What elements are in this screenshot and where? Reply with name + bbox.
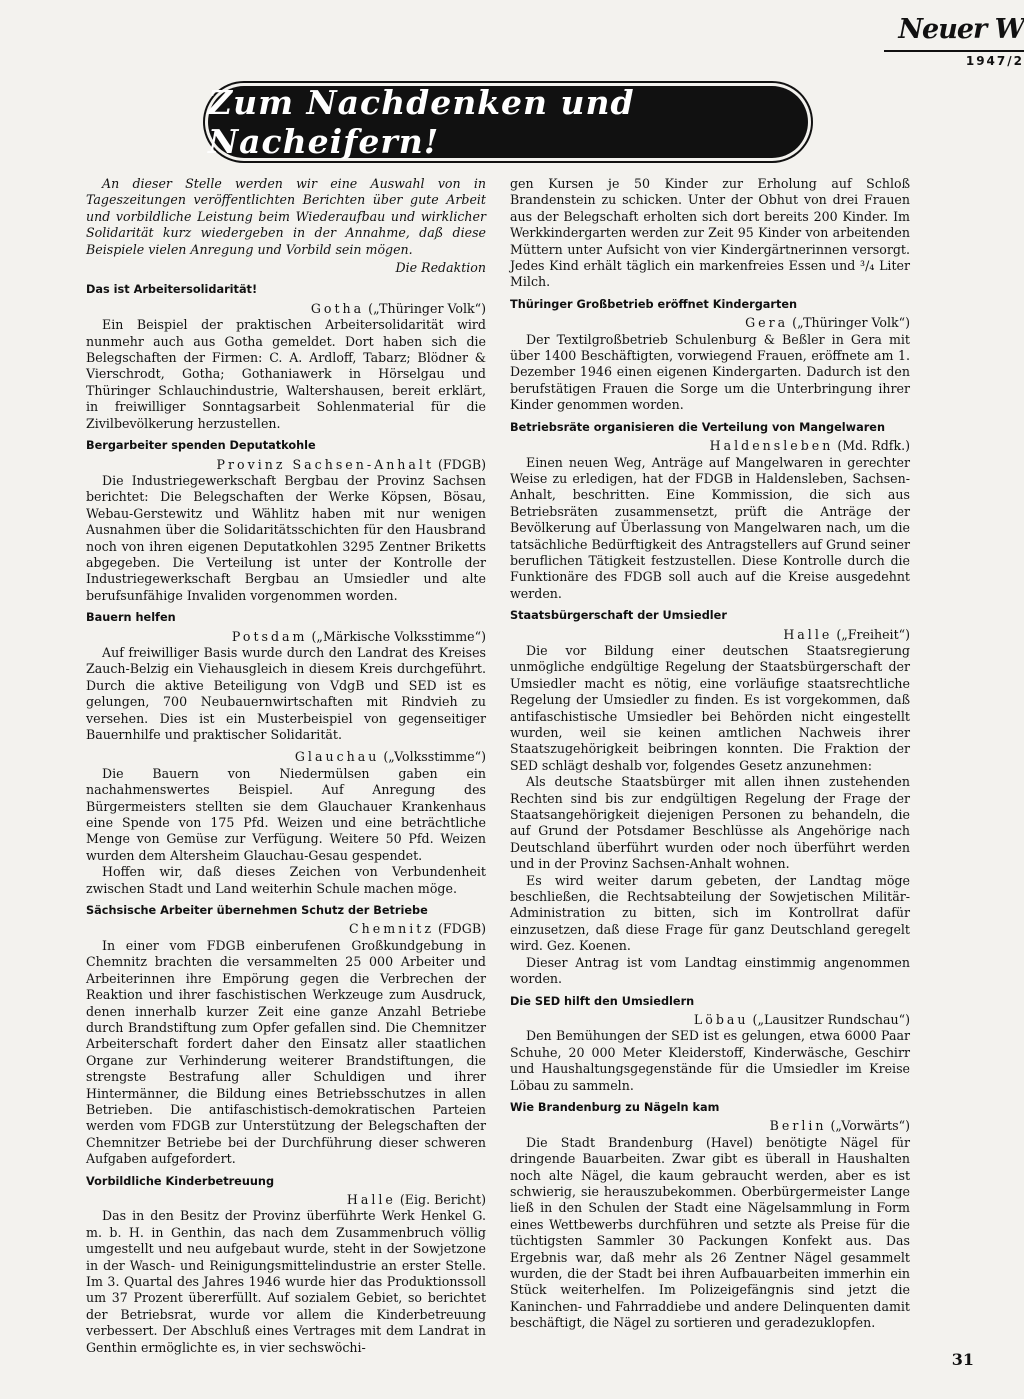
- source-outlet: („Lausitzer Rundschau“): [748, 1011, 910, 1027]
- article-paragraph: Dieser Antrag ist vom Landtag einstimmig angenommen worden.: [510, 954, 910, 987]
- article-headline: Wie Brandenburg zu Nägeln kam: [510, 1100, 720, 1114]
- article-source: [86, 921, 486, 937]
- article-source: [86, 749, 486, 765]
- page-number: 31: [951, 1350, 974, 1369]
- article-source: [86, 301, 486, 317]
- article-source: [86, 1192, 486, 1208]
- issue-number: 1947/2: [965, 54, 1024, 68]
- intro-text: An dieser Stelle werden wir eine Auswahl von in Tageszeitungen veröffentlichten Berichten über gute Arbeit und vorbildliche Leistung beim Wiederaufbau und wirklicher Solidarität kurz wiedergeben in der Annahme, daß diese Beispiele vielen Anregung und Vorbild sein mögen.: [86, 176, 486, 257]
- source-city: Gera: [745, 315, 789, 331]
- source-city: Glauchau: [294, 749, 380, 765]
- source-outlet: („Volksstimme“): [379, 749, 486, 765]
- article-headline: Betriebsräte organisieren die Verteilung von Mangelwaren: [510, 420, 885, 434]
- article: [510, 608, 910, 987]
- article-headline: Vorbildliche Kinderbetreuung: [86, 1174, 275, 1188]
- article: [86, 1174, 486, 1356]
- left-articles: [86, 282, 486, 1356]
- article: [86, 903, 486, 1168]
- source-city: Halle: [346, 1191, 396, 1207]
- intro-signature: Die Redaktion: [395, 260, 486, 276]
- article-paragraph: Die Stadt Brandenburg (Havel) benötigte Nägel für dringende Bauarbeiten. Zwar gibt es überall in Haushalten noch alte Nägel, die kaum gebraucht werden, aber es ist schwierig, sie herauszubekommen. Oberbürgermeister Lange ließ in den Schulen der Stadt eine Nägelsammlung in Form eines Wettbewerbs durchführen und setzte als Preise für die tüchtigsten Sammler 30 Packungen Konfekt aus. Das Ergebnis war, daß mehr als 26 Zentner Nägel gesammelt wurden, die der Stadt bei ihren Aufbauarbeiten immerhin ein Stück weiterhelfen. Im Polizeigefängnis sind jetzt die Kaninchen- und Fahrraddiebe und andere Delinquenten damit beschäftigt, die Nägel zu sortieren und geradezuklopfen.: [510, 1134, 910, 1331]
- article-headline: Sächsische Arbeiter übernehmen Schutz der Betriebe: [86, 904, 428, 918]
- source-outlet: („Thüringer Volk“): [788, 315, 910, 331]
- article: [510, 1100, 910, 1332]
- article: [510, 994, 910, 1094]
- banner-title: Zum Nachdenken und Nacheifern!: [208, 83, 635, 161]
- article-headline: Thüringer Großbetrieb eröffnet Kindergarten: [510, 297, 798, 311]
- article: [86, 282, 486, 432]
- article-source: [510, 1012, 910, 1028]
- article-paragraph: Das in den Besitz der Provinz überführte Werk Henkel G. m. b. H. in Genthin, das nach dem Zusammenbruch völlig umgestellt und neu aufgebaut wurde, steht in der Sowjetzone in der Wasch- und Reinigungsmittelindustrie an erster Stelle. Im 3. Quartal des Jahres 1946 wurde hier das Produktionssoll um 37 Prozent übererfüllt. Auf sozialem Gebiet, so berichtet der Betriebsrat, wurde vor allem die Kinderbetreuung verbessert. Der Abschluß eines Vertrages mit dem Landrat in Genthin ermöglichte es, in vier sechswöchi-: [86, 1208, 486, 1355]
- right-articles: [510, 176, 910, 1332]
- source-city: Halle: [783, 626, 833, 642]
- article-paragraph: Es wird weiter darum gebeten, der Landtag möge beschließen, die Rechtsabteilung der Sowjetischen Militär-Administration zu bitten, sich im Kontrollrat dafür einzusetzen, daß diese Frage für ganz Deutschland geregelt wird. Gez. Koenen.: [510, 872, 910, 954]
- source-city: Berlin: [769, 1118, 827, 1134]
- article-paragraph: Einen neuen Weg, Anträge auf Mangelwaren in gerechter Weise zu erledigen, hat der FDGB in Haldensleben, Sachsen-Anhalt, beschritten. Eine Kommission, die sich aus Betriebsräten zusammensetzt, prüft die Anträge der Bevölkerung auf Überlassung von Mangelwaren nach, um die tatsächliche Bedürftigkeit des Antragstellers auf Grund seiner beruflichen Tätigkeit festzustellen. Diese Kontrolle durch die Funktionäre des FDGB soll auch auf die Kreise ausgedehnt werden.: [510, 454, 910, 601]
- source-outlet: („Thüringer Volk“): [364, 300, 486, 316]
- source-city: Löbau: [693, 1011, 749, 1027]
- source-outlet: (FDGB): [434, 456, 486, 472]
- article-paragraph: Der Textilgroßbetrieb Schulenburg & Beßler in Gera mit über 1400 Beschäftigten, vorwiegend Frauen, eröffnete am 1. Dezember 1946 einen eigenen Kindergarten. Dadurch ist den berufstätigen Frauen die Sorge um die Unterbringung ihrer Kinder genommen worden.: [510, 331, 910, 413]
- right-column: [510, 176, 910, 1338]
- article: [510, 297, 910, 414]
- section-banner: [208, 83, 808, 161]
- source-outlet: (FDGB): [434, 921, 486, 937]
- article-source: [510, 627, 910, 643]
- article: [510, 176, 910, 291]
- article-source: [510, 438, 910, 454]
- article-headline: Bergarbeiter spenden Deputatkohle: [86, 439, 316, 453]
- source-city: Potsdam: [231, 628, 308, 644]
- article-paragraph: Die vor Bildung einer deutschen Staatsregierung unmögliche endgültige Regelung der Staatsbürgerschaft der Umsiedler macht es nötig, eine vorläufige staatsrechtliche Regelung der Umsiedler zu finden. Es ist vorgekommen, daß antifaschistische Umsiedler bei Behörden nicht eingestellt wurden, weil sie keinen amtlichen Nachweis ihrer Staatszugehörigkeit beibringen konnten. Die Fraktion der SED schlägt deshalb vor, folgendes Gesetz anzunehmen:: [510, 642, 910, 773]
- article-source: [510, 1118, 910, 1134]
- article-source: [510, 315, 910, 331]
- article-paragraph: Den Bemühungen der SED ist es gelungen, etwa 6000 Paar Schuhe, 20 000 Meter Kleiderstoff, Kinderwäsche, Geschirr und Haushaltungsgegenstände für die Umsiedler im Kreise Löbau zu sammeln.: [510, 1028, 910, 1093]
- source-outlet: („Märkische Volksstimme“): [307, 628, 486, 644]
- article-paragraph: Die Industriegewerkschaft Bergbau der Provinz Sachsen berichtet: Die Belegschaften der Werke Köpsen, Bösau, Webau-Gerstewitz und Wählitz haben mit nur wenigen Ausnahmen über die Solidaritätsschichten für den Hausbrand noch von ihren eigenen Deputatkohlen 3295 Zentner Briketts abgegeben. Die Verteilung ist unter der Kontrolle der Industriegewerkschaft Bergbau an Umsiedler und alte berufsunfähige Invaliden vorgenommen worden.: [86, 472, 486, 603]
- article-headline: Staatsbürgerschaft der Umsiedler: [510, 609, 727, 623]
- source-outlet: („Freiheit“): [832, 626, 910, 642]
- article: [86, 438, 486, 604]
- source-city: Haldensleben: [709, 438, 834, 454]
- masthead-rule: [884, 50, 1024, 52]
- article: [86, 610, 486, 743]
- article-paragraph: In einer vom FDGB einberufenen Großkundgebung in Chemnitz brachten die versammelten 25 000 Arbeiter und Arbeiterinnen ihre Empörung gegen die Verbrechen der Reaktion und ihrer faschistischen Werkzeuge zum Ausdruck, denen innerhalb kurzer Zeit eine ganze Anzahl Betriebe durch Brandstiftung zum Opfer gefallen sind. Die Chemnitzer Arbeiterschaft fordert daher den Einsatz aller staatlichen Organe zur Verhinderung weiterer Brandstiftungen, die strengste Bestrafung aller Schuldigen und ihrer Hintermänner, die Bildung eines Betriebsschutzes in allen Betrieben. Die antifaschistisch-demokratischen Parteien werden vom FDGB zur Unterstützung der Belegschaften der Chemnitzer Betriebe bei der Durchführung dieser schweren Aufgaben aufgefordert.: [86, 937, 486, 1167]
- article-paragraph: Die Bauern von Niedermülsen gaben ein nachahmenswertes Beispiel. Auf Anregung des Bürgermeisters stellten sie dem Glauchauer Krankenhaus eine Spende von 175 Pfd. Weizen und eine beträchtliche Menge von Gemüse zur Verfügung. Weitere 50 Pfd. Weizen wurden dem Altersheim Glauchau-Gesau gespendet.: [86, 765, 486, 863]
- left-column: [86, 176, 486, 1362]
- article-source: [86, 457, 486, 473]
- article-headline: Bauern helfen: [86, 611, 176, 625]
- source-city: Provinz Sachsen-Anhalt: [216, 456, 435, 472]
- article: [510, 420, 910, 602]
- source-outlet: (Eig. Bericht): [395, 1191, 486, 1207]
- article-headline: Die SED hilft den Umsiedlern: [510, 994, 695, 1008]
- source-outlet: („Vorwärts“): [826, 1118, 910, 1134]
- source-outlet: (Md. Rdfk.): [833, 438, 910, 454]
- article: [86, 749, 486, 897]
- article-paragraph: gen Kursen je 50 Kinder zur Erholung auf Schloß Brandenstein zu schicken. Unter der Obhut von drei Frauen aus der Belegschaft erholten sich dort bereits 200 Kinder. Im Werkkindergarten werden zur Zeit 95 Kinder von arbeitenden Müttern unter Aufsicht von vier Kindergärtnerinnen versorgt. Jedes Kind erhält täglich ein markenfreies Essen und ³/₄ Liter Milch.: [510, 176, 910, 290]
- article-paragraph: Hoffen wir, daß dieses Zeichen von Verbundenheit zwischen Stadt und Land weiterhin Schule machen möge.: [86, 864, 486, 896]
- source-city: Chemnitz: [349, 921, 435, 937]
- source-city: Gotha: [310, 300, 365, 316]
- article-paragraph: Auf freiwilliger Basis wurde durch den Landrat des Kreises Zauch-Belzig ein Viehausgleich in diesem Kreis durchgeführt. Durch die aktive Beteiligung von VdgB und SED ist es gelungen, 700 Neubauernwirtschaften mit Rindvieh zu versehen. Dies ist ein Musterbeispiel von gegenseitiger Bauernhilfe und praktischer Solidarität.: [86, 644, 486, 742]
- article-paragraph: Als deutsche Staatsbürger mit allen ihnen zustehenden Rechten sind bis zur endgültigen Regelung der Frage der Staatsangehörigkeit diejenigen Personen zu behandeln, die auf Grund der Potsdamer Beschlüsse als Angehörige nach Deutschland überführt wurden oder noch überführt werden und in der Provinz Sachsen-Anhalt wohnen.: [510, 774, 910, 872]
- article-headline: Das ist Arbeitersolidarität!: [86, 283, 258, 297]
- article-source: [86, 629, 486, 645]
- article-paragraph: Ein Beispiel der praktischen Arbeitersolidarität wird nunmehr auch aus Gotha gemeldet. Dort haben sich die Belegschaften der Firmen: C. A. Ardloff, Tabarz; Blödner & Vierschrodt, Gotha; Gothaniawerk in Hörselgau und Thüringer Schlauchindustrie, Waltershausen, bereit erklärt, in freiwilliger Sonntagsarbeit Sohlenmaterial für die Zivilbevölkerung herzustellen.: [86, 317, 486, 431]
- masthead-title: Neuer W: [898, 14, 1024, 45]
